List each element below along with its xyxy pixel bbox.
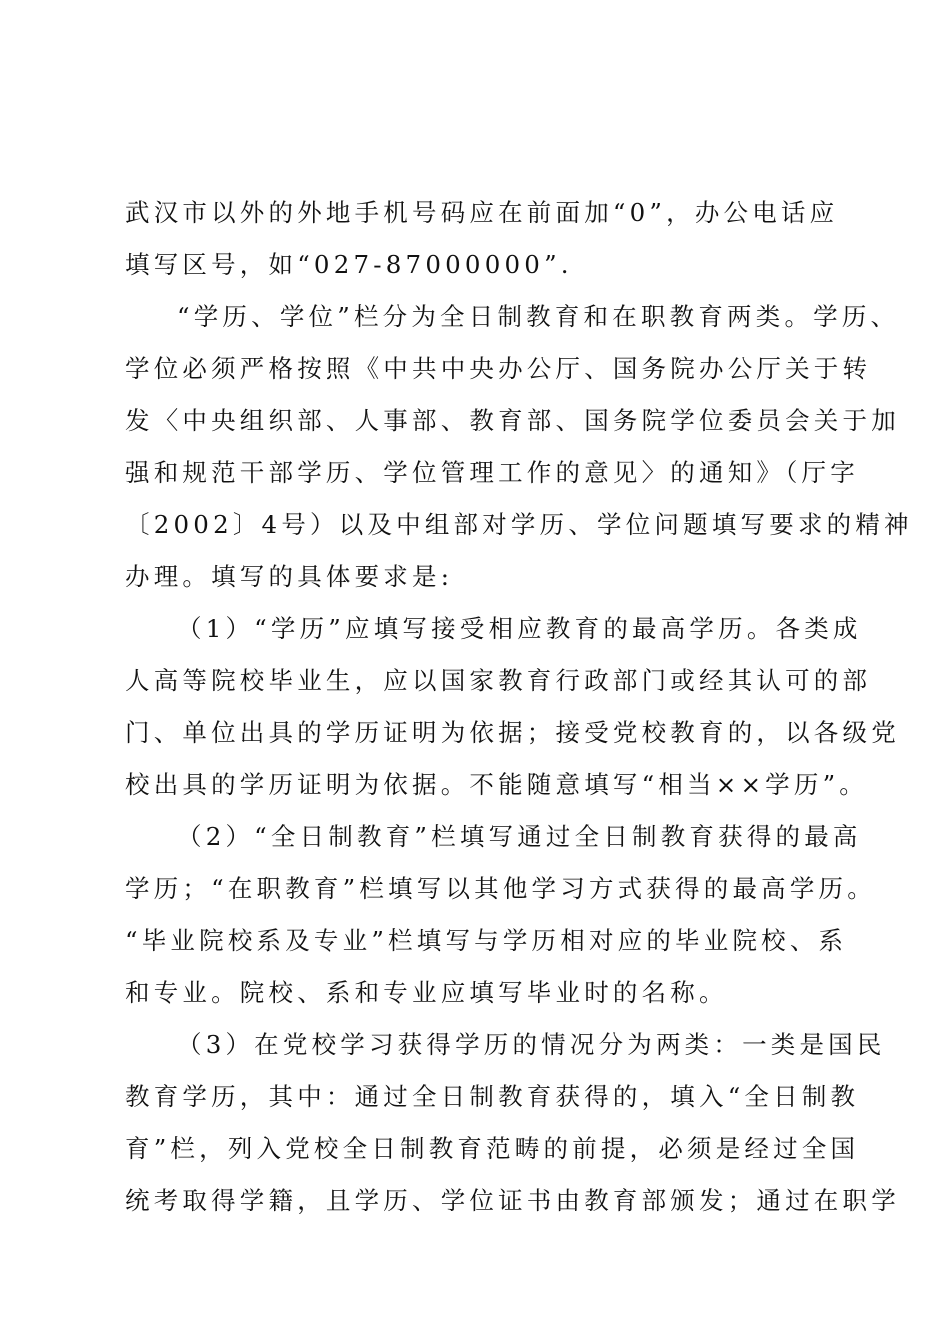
text-line: 校出具的学历证明为依据。不能随意填写“相当××学历”。 — [125, 770, 869, 799]
text-line: 教育学历，其中：通过全日制教育获得的，填入“全日制教 — [125, 1082, 860, 1111]
paragraph-start-line: （3）在党校学习获得学历的情况分为两类：一类是国民 — [177, 1030, 886, 1059]
text-line: “毕业院校系及专业”栏填写与学历相对应的毕业院校、系 — [125, 926, 848, 955]
text-line: 学位必须严格按照《中共中央办公厅、国务院办公厅关于转 — [125, 354, 872, 383]
paragraph-start-line: “学历、学位”栏分为全日制教育和在职教育两类。学历、 — [177, 302, 900, 331]
text-line: 和专业。院校、系和专业应填写毕业时的名称。 — [125, 978, 728, 1007]
text-line: 发〈中央组织部、人事部、教育部、国务院学位委员会关于加 — [125, 406, 900, 435]
text-line: 门、单位出具的学历证明为依据；接受党校教育的，以各级党 — [125, 718, 900, 747]
text-line: 武汉市以外的外地手机号码应在前面加“0”，办公电话应 — [125, 198, 839, 227]
text-line: 办理。填写的具体要求是: — [125, 562, 454, 591]
text-line: 学历；“在职教育”栏填写以其他学习方式获得的最高学历。 — [125, 874, 876, 903]
text-line: 育”栏，列入党校全日制教育范畴的前提，必须是经过全国 — [125, 1134, 860, 1163]
text-line: 人高等院校毕业生，应以国家教育行政部门或经其认可的部 — [125, 666, 872, 695]
paragraph-start-line: （1）“学历”应填写接受相应教育的最高学历。各类成 — [177, 614, 862, 643]
text-line: 填写区号，如“027-87000000”. — [125, 250, 573, 279]
paragraph-start-line: （2）“全日制教育”栏填写通过全日制教育获得的最高 — [177, 822, 862, 851]
text-line: 统考取得学籍，且学历、学位证书由教育部颁发；通过在职学 — [125, 1186, 900, 1215]
text-line: 〔2002〕4号）以及中组部对学历、学位问题填写要求的精神 — [125, 510, 913, 539]
text-line: 强和规范干部学历、学位管理工作的意见〉的通知》（厅字 — [125, 458, 859, 487]
